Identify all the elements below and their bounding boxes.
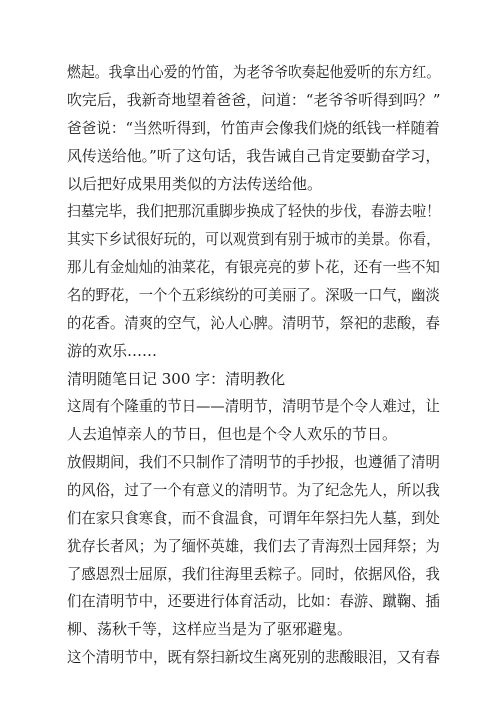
- text-line: 名的野花，一个个五彩缤纷的可美丽了。深吸一口气，幽淡: [67, 286, 440, 304]
- text-line: 的花香。清爽的空气，沁人心脾。清明节，祭祀的悲酸，春: [67, 314, 440, 332]
- text-line: 了感恩烈士屈原，我们往海里丢粽子。同时，依据风俗，我: [67, 565, 440, 583]
- text-line: 游的欢乐……: [67, 342, 158, 360]
- text-line: 们在家只食寒食，而不食温食，可谓年年祭扫先人墓，到处: [67, 509, 440, 527]
- text-line: 柳、荡秋千等，这样应当是为了驱邪避鬼。: [67, 620, 353, 638]
- text-line: 其实下乡试很好玩的，可以观赏到有别于城市的美景。你看，: [67, 230, 441, 248]
- text-line: 燃起。我拿出心爱的竹笛，为老爷爷吹奏起他爱听的东方红。: [67, 63, 441, 81]
- text-line: 吹完后，我新奇地望着爸爸，问道：“老爷爷听得到吗？”: [67, 91, 441, 109]
- text-line: 那儿有金灿灿的油菜花，有银亮亮的萝卜花，还有一些不知: [67, 258, 440, 276]
- text-line: 这周有个隆重的节日——清明节，清明节是个令人难过，让: [67, 397, 440, 415]
- text-line: 人去追悼亲人的节日，但也是个令人欢乐的节日。: [67, 425, 398, 443]
- text-line: 这个清明节中，既有祭扫新坟生离死别的悲酸眼泪，又有春: [67, 648, 440, 666]
- text-line: 犹存长者风；为了缅怀英雄，我们去了青海烈士园拜祭；为: [67, 537, 440, 555]
- text-line: 爸爸说：“当然听得到，竹笛声会像我们烧的纸钱一样随着: [67, 119, 440, 137]
- text-line: 以后把好成果用类似的方法传送给他。: [67, 175, 323, 193]
- text-line: 的风俗，过了一个有意义的清明节。为了纪念先人，所以我: [67, 481, 440, 499]
- section-heading: 清明随笔日记 300 字：清明教化: [67, 370, 286, 388]
- text-line: 风传送给他。”听了这句话，我告诫自己肯定要勤奋学习，: [67, 147, 441, 165]
- text-line: 放假期间，我们不只制作了清明节的手抄报，也遵循了清明: [67, 453, 440, 471]
- text-line: 们在清明节中，还要进行体育活动，比如：春游、蹴鞠、插: [67, 592, 440, 610]
- text-line: 扫墓完毕，我们把那沉重脚步换成了轻快的步伐，春游去啦！: [67, 202, 441, 220]
